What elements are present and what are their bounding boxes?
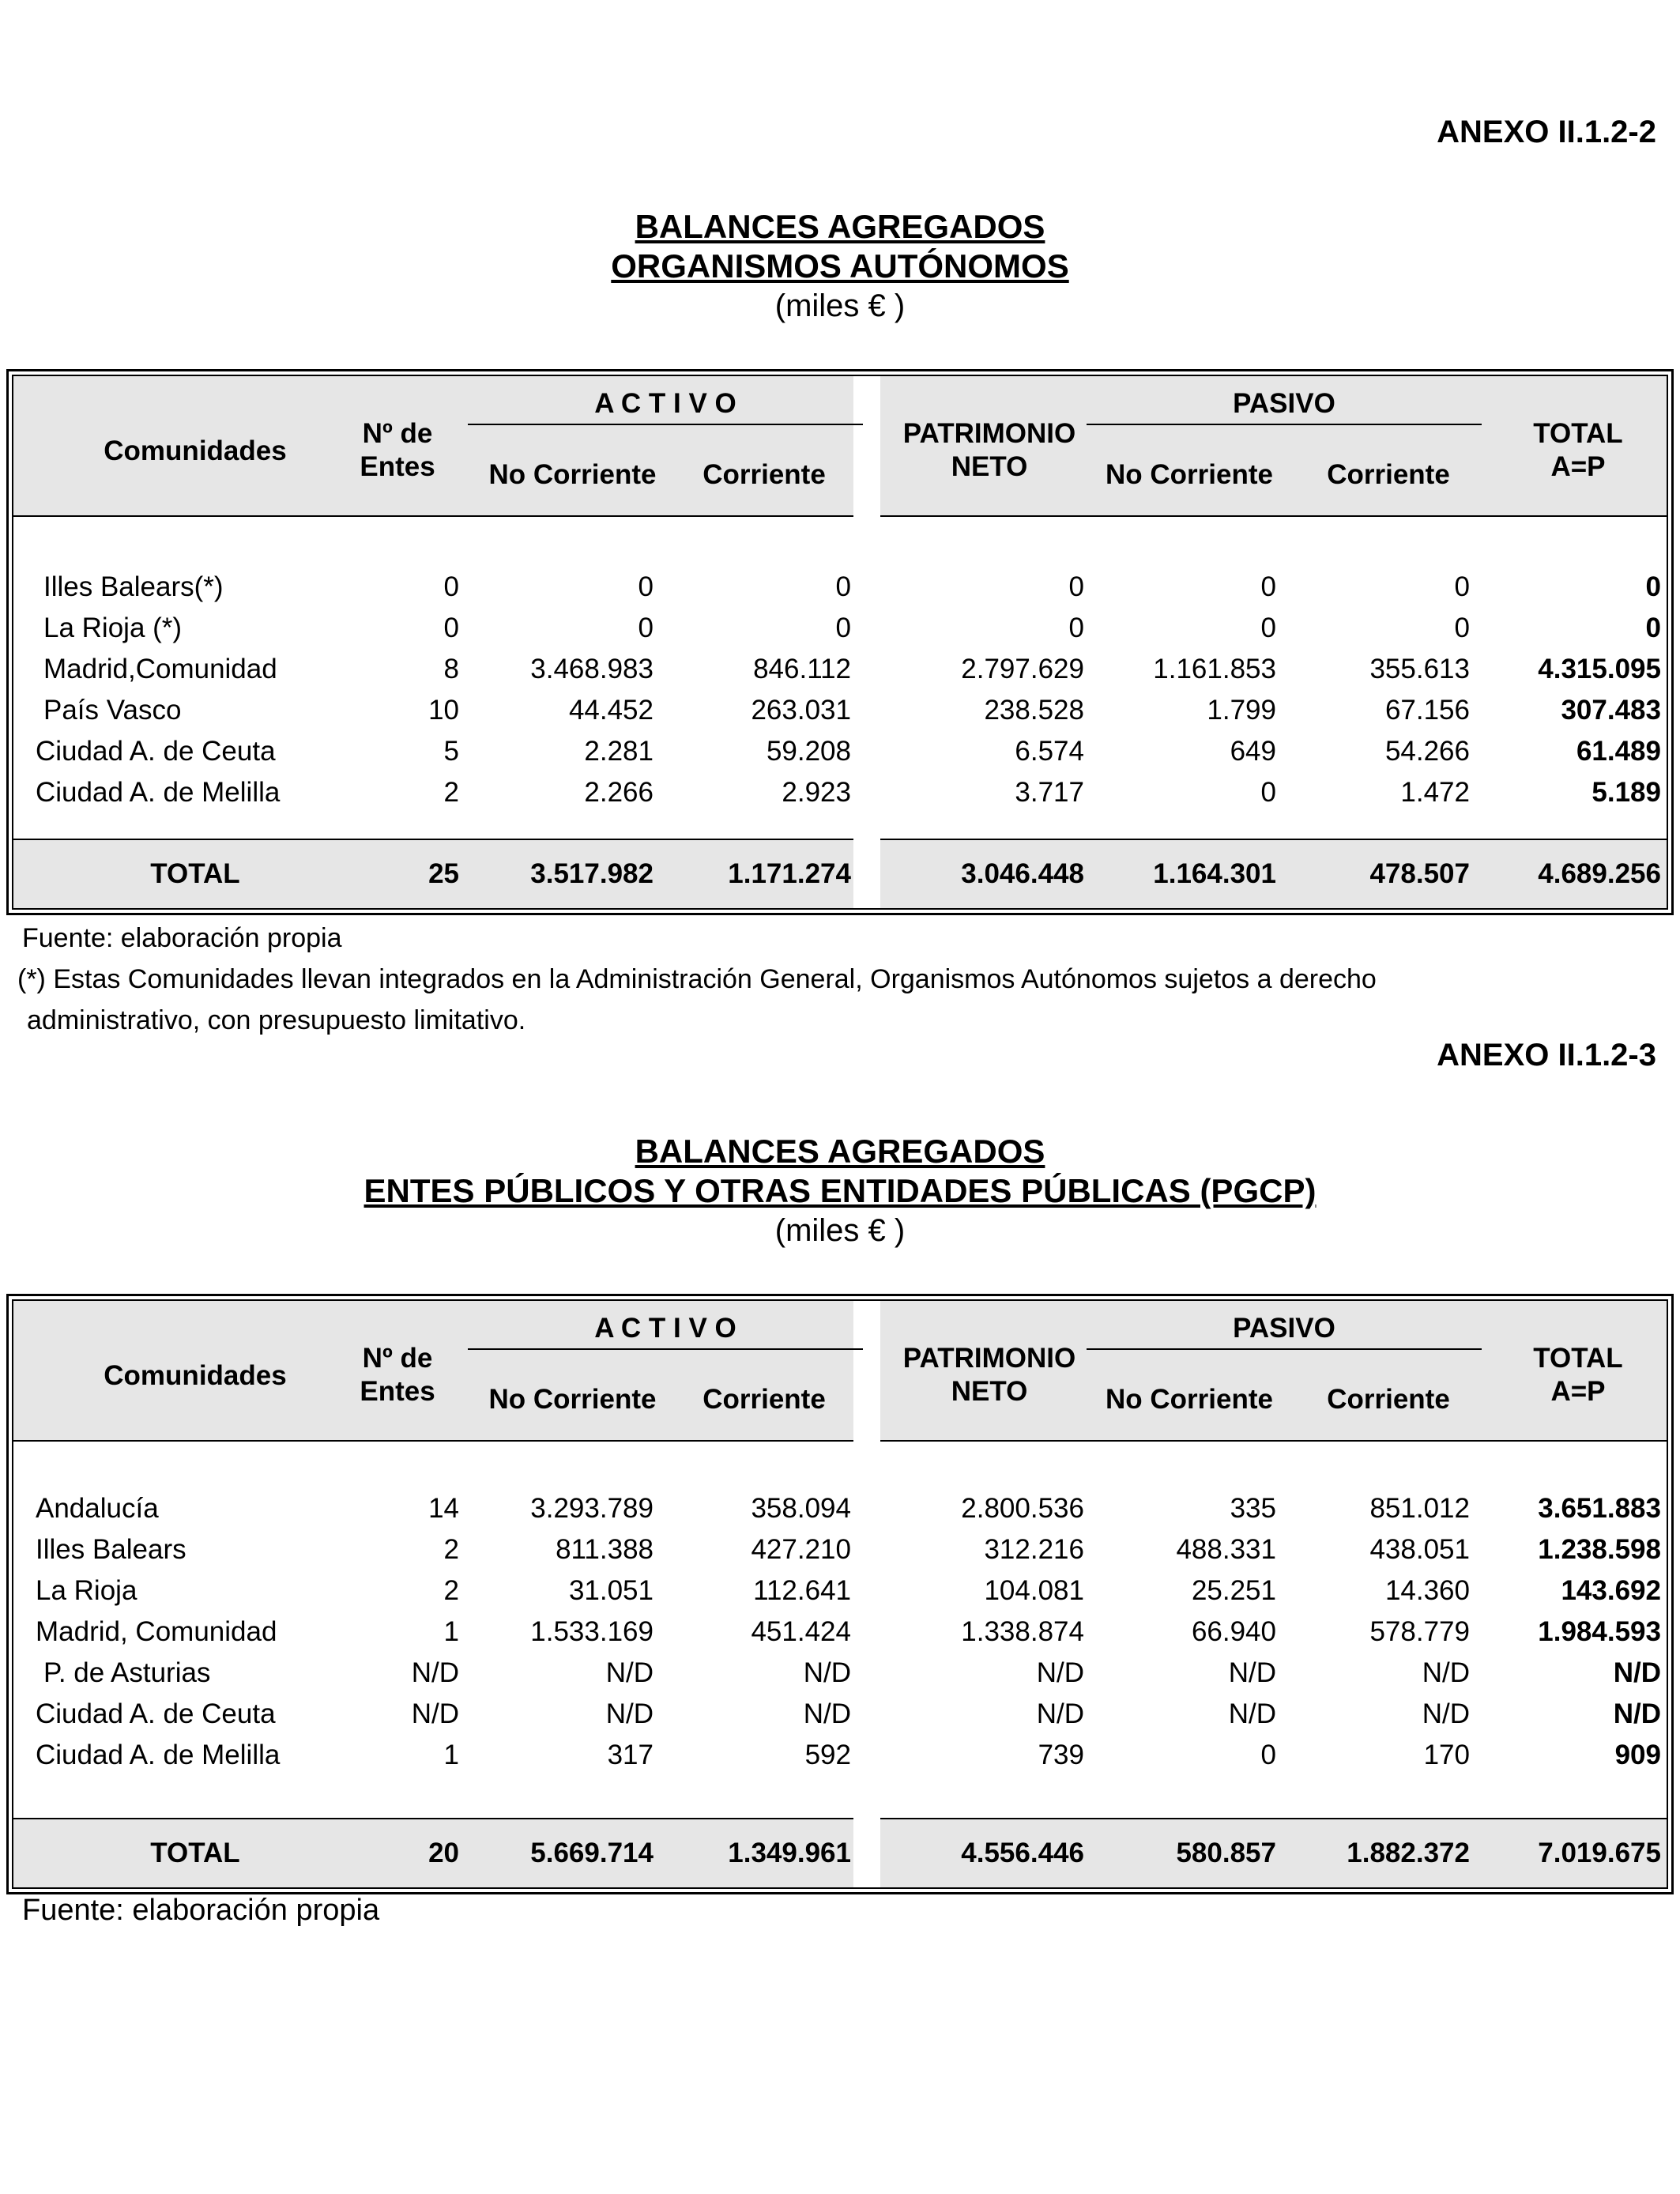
total-activo-corriente: 1.171.274	[728, 858, 851, 889]
total-comunidad: TOTAL	[150, 858, 240, 889]
cell-comunidad: Ciudad A. de Melilla	[36, 777, 281, 808]
cell-total: N/D	[1613, 1657, 1661, 1688]
table1-title: BALANCES AGREGADOS	[635, 208, 1045, 245]
cell-patrimonio-neto: 238.528	[984, 695, 1084, 726]
cell-patrimonio-neto: N/D	[1036, 1698, 1084, 1729]
cell-activo-no-corriente: 2.266	[584, 777, 654, 808]
cell-comunidad: País Vasco	[43, 695, 182, 726]
total-entes: 25	[428, 858, 459, 889]
table2-title: BALANCES AGREGADOS	[635, 1133, 1045, 1170]
header-entes-line1: Nº de	[362, 418, 433, 449]
total-total: 4.689.256	[1538, 858, 1661, 889]
cell-comunidad: Ciudad A. de Ceuta	[36, 736, 276, 767]
total-pasivo-no-corriente: 1.164.301	[1153, 858, 1276, 889]
header-total-line2: A=P	[1550, 451, 1606, 482]
cell-activo-no-corriente: 0	[638, 613, 654, 643]
header-pasivo-no-corriente: No Corriente	[1106, 459, 1273, 490]
header-entes-2	[358, 1342, 437, 1408]
cell-activo-no-corriente: 3.293.789	[530, 1493, 654, 1524]
cell-entes: 2	[443, 1534, 459, 1565]
cell-pasivo-corriente: 851.012	[1369, 1493, 1470, 1524]
cell-patrimonio-neto: 0	[1068, 613, 1084, 643]
cell-activo-corriente: 427.210	[751, 1534, 851, 1565]
cell-activo-no-corriente: N/D	[605, 1657, 654, 1688]
header-patrimonio-2-line2: NETO	[951, 1376, 1028, 1407]
cell-activo-corriente: 2.923	[782, 777, 851, 808]
cell-entes: N/D	[411, 1698, 459, 1729]
cell-pasivo-corriente: 355.613	[1369, 654, 1470, 684]
cell-pasivo-no-corriente: 0	[1260, 1740, 1276, 1770]
table2-units: (miles € )	[774, 1213, 906, 1248]
cell-pasivo-no-corriente: 1.799	[1207, 695, 1276, 726]
cell-activo-corriente: 592	[804, 1740, 851, 1770]
header-total-2-line2: A=P	[1550, 1376, 1606, 1407]
table1-column-gap	[853, 376, 880, 908]
cell-pasivo-corriente: N/D	[1422, 1657, 1470, 1688]
cell-entes: N/D	[411, 1657, 459, 1688]
cell-entes: 14	[428, 1493, 459, 1524]
header-patrimonio-2-line1: PATRIMONIO	[902, 1343, 1076, 1374]
cell-activo-corriente: 263.031	[751, 695, 851, 726]
total-total: 7.019.675	[1538, 1838, 1661, 1868]
header-entes	[358, 417, 437, 484]
table1-units: (miles € )	[774, 288, 906, 323]
header-pasivo-corriente: Corriente	[1327, 459, 1450, 490]
cell-total: 4.315.095	[1538, 654, 1661, 684]
header-activo: A C T I V O	[594, 388, 736, 419]
header-total	[1499, 417, 1657, 484]
cell-total: N/D	[1613, 1698, 1661, 1729]
cell-patrimonio-neto: 0	[1068, 571, 1084, 602]
cell-comunidad: Ciudad A. de Melilla	[36, 1740, 281, 1770]
header-pasivo: PASIVO	[1233, 388, 1335, 419]
cell-activo-no-corriente: 1.533.169	[530, 1616, 654, 1647]
cell-activo-corriente: 0	[835, 571, 851, 602]
cell-entes: 0	[443, 571, 459, 602]
cell-total: 5.189	[1591, 777, 1661, 808]
cell-total: 1.238.598	[1538, 1534, 1661, 1565]
header-total-line1: TOTAL	[1533, 418, 1623, 449]
total-activo-corriente: 1.349.961	[728, 1838, 851, 1868]
cell-comunidad: Illes Balears	[36, 1534, 186, 1565]
header-entes-2-line1: Nº de	[362, 1343, 433, 1374]
activo-underline	[468, 424, 863, 425]
cell-total: 307.483	[1561, 695, 1661, 726]
cell-activo-no-corriente: 44.452	[568, 695, 654, 726]
cell-activo-no-corriente: 3.468.983	[530, 654, 654, 684]
cell-comunidad: Ciudad A. de Ceuta	[36, 1698, 276, 1729]
cell-patrimonio-neto: N/D	[1036, 1657, 1084, 1688]
cell-activo-corriente: 0	[835, 613, 851, 643]
cell-total: 0	[1645, 613, 1661, 643]
table2	[6, 1294, 1674, 1894]
total-activo-no-corriente: 3.517.982	[530, 858, 654, 889]
cell-patrimonio-neto: 2.797.629	[961, 654, 1084, 684]
cell-comunidad: Andalucía	[36, 1493, 159, 1524]
cell-comunidad: Madrid,Comunidad	[43, 654, 277, 684]
cell-pasivo-corriente: 0	[1454, 571, 1470, 602]
header-activo-no-corriente: No Corriente	[488, 459, 657, 490]
cell-activo-no-corriente: 0	[638, 571, 654, 602]
cell-entes: 1	[443, 1740, 459, 1770]
cell-pasivo-corriente: 54.266	[1384, 736, 1470, 767]
header-patrimonio-2	[883, 1342, 1096, 1408]
cell-comunidad: La Rioja	[36, 1575, 137, 1606]
cell-entes: 10	[428, 695, 459, 726]
cell-patrimonio-neto: 6.574	[1015, 736, 1084, 767]
pasivo-underline	[1087, 424, 1482, 425]
table2-title-block	[0, 1132, 1680, 1250]
activo-underline-2	[468, 1348, 863, 1350]
cell-total: 143.692	[1561, 1575, 1661, 1606]
cell-activo-no-corriente: 811.388	[556, 1534, 654, 1565]
table1-source: Fuente: elaboración propia	[22, 923, 342, 953]
cell-pasivo-corriente: 1.472	[1400, 777, 1470, 808]
cell-activo-no-corriente: 2.281	[584, 736, 654, 767]
cell-activo-corriente: N/D	[803, 1698, 851, 1729]
table2-subtitle: ENTES PÚBLICOS Y OTRAS ENTIDADES PÚBLICAS (PGCP)	[363, 1172, 1317, 1209]
cell-total: 61.489	[1576, 736, 1661, 767]
pasivo-underline-2	[1087, 1348, 1482, 1350]
annex-label: ANEXO II.1.2-2	[1437, 115, 1656, 149]
cell-pasivo-corriente: 578.779	[1369, 1616, 1470, 1647]
cell-pasivo-no-corriente: 1.161.853	[1153, 654, 1276, 684]
header-patrimonio-line1: PATRIMONIO	[902, 418, 1076, 449]
cell-activo-corriente: 451.424	[751, 1616, 851, 1647]
cell-entes: 1	[443, 1616, 459, 1647]
cell-activo-corriente: 112.641	[753, 1575, 851, 1606]
cell-entes: 2	[443, 777, 459, 808]
cell-activo-corriente: 846.112	[753, 654, 851, 684]
total-activo-no-corriente: 5.669.714	[530, 1838, 654, 1868]
table1-footnote-line2: administrativo, con presupuesto limitativo.	[27, 1005, 526, 1035]
cell-activo-no-corriente: 317	[607, 1740, 654, 1770]
cell-pasivo-no-corriente: 66.940	[1191, 1616, 1276, 1647]
table1-inner-frame	[12, 375, 1668, 910]
cell-comunidad: La Rioja (*)	[43, 613, 183, 643]
annex-label-2: ANEXO II.1.2-3	[1437, 1038, 1656, 1072]
header-patrimonio	[883, 417, 1096, 484]
cell-pasivo-no-corriente: 0	[1260, 571, 1276, 602]
cell-patrimonio-neto: 2.800.536	[961, 1493, 1084, 1524]
cell-patrimonio-neto: 739	[1038, 1740, 1084, 1770]
header-activo-no-corriente-2: No Corriente	[488, 1384, 657, 1415]
cell-pasivo-no-corriente: N/D	[1228, 1698, 1276, 1729]
cell-entes: 0	[443, 613, 459, 643]
cell-pasivo-no-corriente: 0	[1260, 777, 1276, 808]
table1-title-block	[0, 207, 1680, 326]
total-comunidad: TOTAL	[150, 1838, 240, 1868]
cell-activo-corriente: 59.208	[766, 736, 851, 767]
header-activo-corriente: Corriente	[703, 459, 826, 490]
table2-inner-frame	[12, 1299, 1668, 1889]
header-activo-2: A C T I V O	[594, 1313, 736, 1344]
header-total-2	[1499, 1342, 1657, 1408]
header-entes-line2: Entes	[360, 451, 435, 482]
cell-pasivo-corriente: 67.156	[1384, 695, 1470, 726]
cell-comunidad: Illes Balears(*)	[43, 571, 224, 602]
header-pasivo-corriente-2: Corriente	[1327, 1384, 1450, 1415]
table1-subtitle: ORGANISMOS AUTÓNOMOS	[611, 247, 1069, 285]
header-comunidades-2: Comunidades	[104, 1360, 287, 1391]
cell-pasivo-corriente: 14.360	[1384, 1575, 1470, 1606]
cell-pasivo-no-corriente: N/D	[1228, 1657, 1276, 1688]
cell-activo-no-corriente: 31.051	[568, 1575, 654, 1606]
cell-pasivo-corriente: N/D	[1422, 1698, 1470, 1729]
header-total-2-line1: TOTAL	[1533, 1343, 1623, 1374]
cell-comunidad: Madrid, Comunidad	[36, 1616, 277, 1647]
cell-entes: 8	[443, 654, 459, 684]
cell-entes: 5	[443, 736, 459, 767]
cell-patrimonio-neto: 104.081	[984, 1575, 1084, 1606]
cell-pasivo-no-corriente: 335	[1230, 1493, 1276, 1524]
total-pasivo-no-corriente: 580.857	[1176, 1838, 1276, 1868]
cell-patrimonio-neto: 3.717	[1015, 777, 1084, 808]
total-patrimonio-neto: 4.556.446	[961, 1838, 1084, 1868]
total-pasivo-corriente: 478.507	[1369, 858, 1470, 889]
cell-activo-corriente: N/D	[803, 1657, 851, 1688]
cell-comunidad: P. de Asturias	[43, 1657, 211, 1688]
cell-entes: 2	[443, 1575, 459, 1606]
total-entes: 20	[428, 1838, 459, 1868]
table1	[6, 369, 1674, 915]
cell-patrimonio-neto: 312.216	[984, 1534, 1084, 1565]
table2-source: Fuente: elaboración propia	[22, 1894, 380, 1927]
header-pasivo-no-corriente-2: No Corriente	[1106, 1384, 1273, 1415]
cell-patrimonio-neto: 1.338.874	[961, 1616, 1084, 1647]
cell-pasivo-no-corriente: 25.251	[1191, 1575, 1276, 1606]
cell-total: 909	[1614, 1740, 1661, 1770]
header-activo-corriente-2: Corriente	[703, 1384, 826, 1415]
header-patrimonio-line2: NETO	[951, 451, 1028, 482]
cell-pasivo-no-corriente: 488.331	[1176, 1534, 1276, 1565]
cell-pasivo-no-corriente: 649	[1230, 736, 1276, 767]
cell-total: 0	[1645, 571, 1661, 602]
cell-total: 1.984.593	[1538, 1616, 1661, 1647]
table1-footnote-line1: (*) Estas Comunidades llevan integrados en la Administración General, Organismos Autónomos sujetos a derecho	[17, 964, 1377, 994]
cell-pasivo-corriente: 438.051	[1369, 1534, 1470, 1565]
cell-activo-corriente: 358.094	[751, 1493, 851, 1524]
header-comunidades: Comunidades	[104, 435, 287, 466]
cell-pasivo-no-corriente: 0	[1260, 613, 1276, 643]
cell-activo-no-corriente: N/D	[605, 1698, 654, 1729]
cell-pasivo-corriente: 0	[1454, 613, 1470, 643]
header-pasivo-2: PASIVO	[1233, 1313, 1335, 1344]
total-patrimonio-neto: 3.046.448	[961, 858, 1084, 889]
cell-pasivo-corriente: 170	[1423, 1740, 1470, 1770]
total-pasivo-corriente: 1.882.372	[1347, 1838, 1470, 1868]
header-entes-2-line2: Entes	[360, 1376, 435, 1407]
cell-total: 3.651.883	[1538, 1493, 1661, 1524]
